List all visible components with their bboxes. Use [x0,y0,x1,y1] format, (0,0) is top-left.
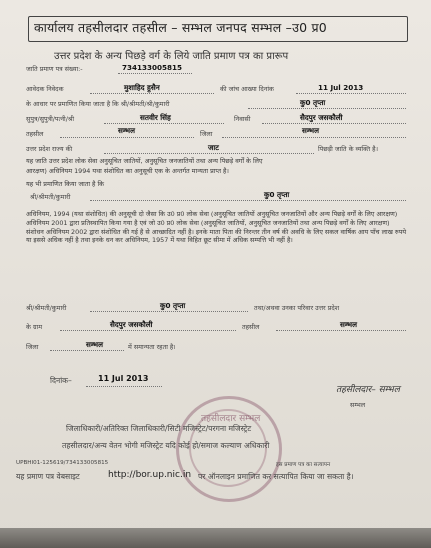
relation-label: सुपुत्र/सुपुत्री/पत्नी/श्री [26,115,75,123]
district-label: जिला [200,130,213,138]
residence-person-label: श्री/श्रीमती/कुमारी [26,304,67,312]
residence-village: सैदपुर जसकौली [110,320,153,329]
person-name: कु0 तृप्ता [300,98,326,107]
village-name: सैदपुर जसकौली [300,113,343,122]
order-text: के आधार पर प्रमाणित किया जाता है कि श्री/श्रीमती/श्री/कुमारी [26,100,170,108]
further-certify-line: यह भी प्रमाणित किया जाता है कि [26,180,105,188]
applicant-label: आवेदक निवेदक [26,85,64,93]
residence-suffix: तथा/अथवा उनका परिवार उत्तर प्रदेश [254,304,340,312]
state-line: उत्तर प्रदेश राज्य की [26,145,73,153]
caste-schedule-line: आरक्षण) अधिनियम 1994 यथा संशोधित का अनुसूची एक के अन्तर्गत मान्यता प्राप्त है। [26,167,229,175]
residence-suffix-2: में समान्यता रहता है। [128,343,176,351]
verification-url[interactable]: http://bor.up.nic.in [108,470,192,480]
caste-value: जाट [208,143,219,152]
authority-line-1: जिलाधिकारी/अतिरिक्त जिलाधिकारी/सिटी मजिस्ट्रेट/परगना मजिस्ट्रेट [66,424,252,433]
further-person-label: श्री/श्रीमती/कुमारी [30,193,71,201]
caste-act-line: यह जाति उत्तर प्रदेश लोक सेवा अनुसूचित जातियों, अनुसूचित जनजातियों तथा अन्य पिछड़े वर्गों के लिए [26,157,263,165]
residence-person-name: कु0 तृप्ता [160,301,186,310]
website-label: यह प्रमाण पत्र वेबसाइट [16,472,80,481]
signature-sub: सम्भल [350,401,366,409]
further-person-name: कु0 तृप्ता [264,190,290,199]
bottom-shadow [0,528,431,548]
residence-district-label: जिला [26,343,39,351]
tehsil-value: सम्भल [118,126,135,135]
village-label: के ग्राम [26,323,43,331]
certificate-number-label: जाति प्रमाण पत्र संख्या:- [26,65,83,73]
form-subtitle: उत्तर प्रदेश के अन्य पिछड़े वर्ग के लिये जाति प्रमाण पत्र का प्रारूप [54,51,289,62]
application-date-label: की जांच आख्या दिनांक [220,85,274,93]
office-title: कार्यालय तहसीलदार तहसील – सम्भल जनपद सम्भल –उ0 प्र0 [34,20,327,35]
verification-note: इस प्रमाण पत्र का सत्यापन [276,462,331,468]
tehsildar-signature: तहसीलदार– सम्भल [336,385,400,395]
father-name: सतवीर सिंह [140,113,171,122]
issue-date-label: दिनांक– [50,376,72,385]
caste-suffix: पिछड़ी जाति के व्यक्ति है। [318,145,378,153]
application-date: 11 Jul 2013 [318,83,364,92]
authority-line-2: तहसीलदार/अन्य वेतन भोगी मजिस्ट्रेट यदि कोई हो/समाज कल्याण अधिकारी [62,441,270,450]
website-suffix: पर ऑनलाइन प्रमाणित कर सत्यापित किया जा सकता है। [198,472,354,481]
residence-tehsil-label: तहसील [242,323,260,331]
certificate-code: UPBHI01-125619/734133005815 [16,460,109,466]
residence-district: सम्भल [86,340,103,349]
tehsil-label: तहसील [26,130,44,138]
residence-tehsil: सम्भल [340,320,357,329]
seal-text: तहसीलदार सम्भल [201,414,261,424]
certificate-number: 734133005815 [122,63,183,72]
issue-date: 11 Jul 2013 [98,374,149,383]
resident-label: निवासी [234,115,251,123]
applicant-name: मुशाहिद हुसैन [124,83,160,92]
district-value: सम्भल [302,126,319,135]
exclusion-paragraph: अधिनियम, 1994 (यथा संशोधित) की अनुसूची दो जैसा कि उ0 प्र0 लोक सेवा (अनुसूचित जातियों अनुसूचित जनजातियों और अन्य पिछड़े वर्गों के लिए आरक्षण) अधिनियम 2001 द्वारा प्रतिस्थापित किया गया है एवं जो उ0 प्र0 लोक सेवा (अनुसूचित जातियों, अनुसूचित जनजातियों तथा अन्य पिछड़े वर्गों के लिए आरक्षण) संशोधन अधिनियम 2002 द्वारा संशोधित की गई है से आच्छादित नहीं है। इनके माता पिता की निरन्तर तीन वर्ष की अवधि के लिए सकल वार्षिक आय पाँच लाख रुपये या इससे अधिक नहीं है तथा इनके धन कर अधिनियम, 1957 में यथा विहित छूट सीमा में अधिक सम्पत्ति भी नहीं है। [26,210,407,245]
